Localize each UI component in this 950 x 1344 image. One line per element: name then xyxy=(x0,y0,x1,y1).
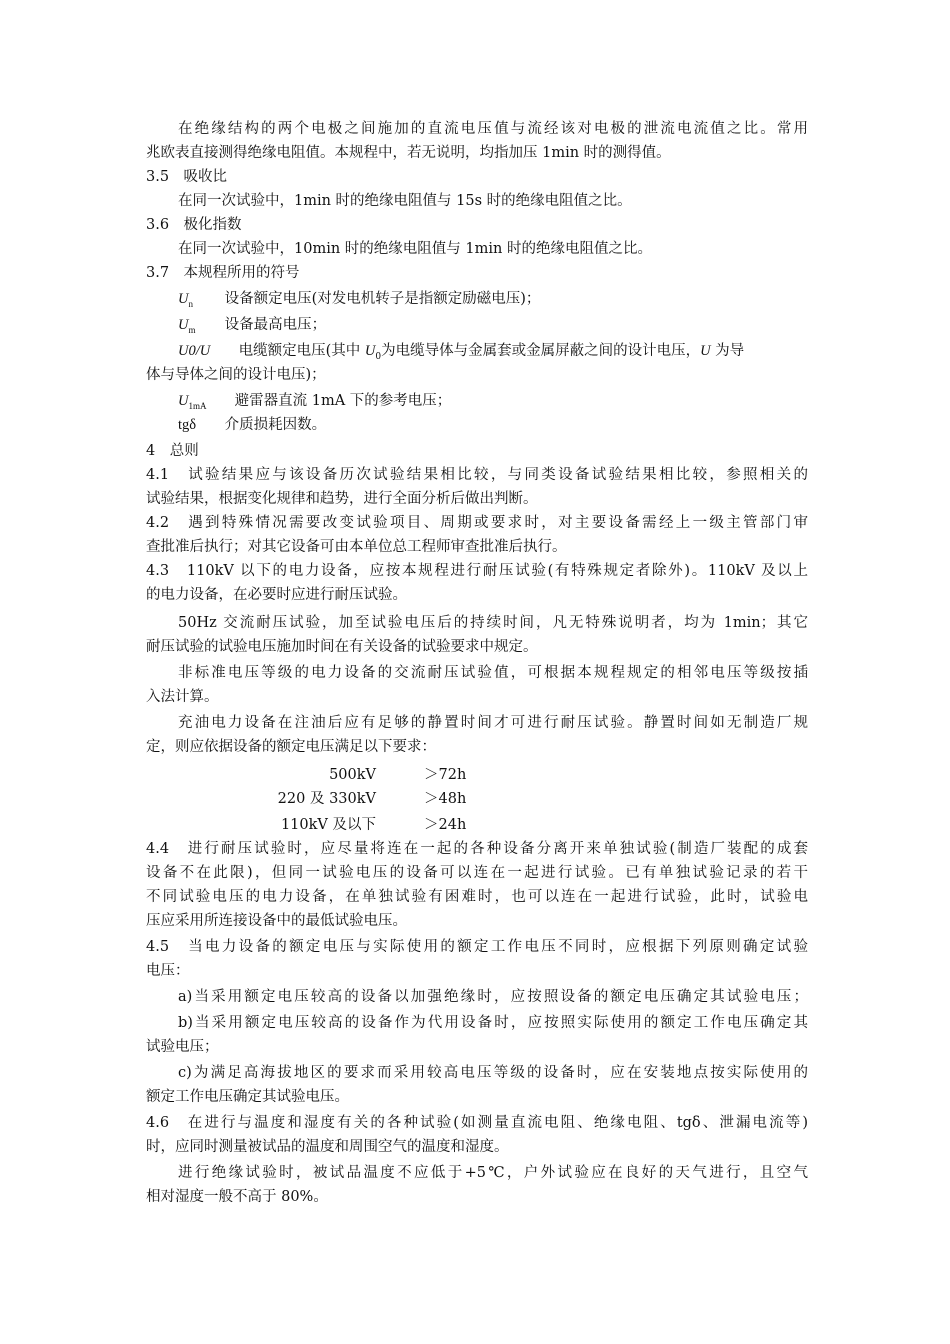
paragraph-line: 试验结果，根据变化规律和趋势，进行全面分析后做出判断。 xyxy=(146,491,538,507)
table-row xyxy=(146,764,808,786)
paragraph-line: 入法计算。 xyxy=(146,689,219,705)
paragraph-line: c)为满足高海拔地区的要求而采用较高电压等级的设备时，应在安装地点按实际使用的 xyxy=(178,1065,808,1081)
paragraph-line: 的电力设备，在必要时应进行耐压试验。 xyxy=(146,587,407,603)
symbol-um-row xyxy=(178,314,808,336)
paragraph-line: 50Hz 交流耐压试验，加至试验电压后的持续时间，凡无特殊说明者，均为 1min；其它 xyxy=(178,615,808,631)
paragraph-line: 查批准后执行；对其它设备可由本单位总工程师审查批准后执行。 xyxy=(146,539,567,555)
paragraph-line: 在同一次试验中，10min 时的绝缘电阻值与 1min 时的绝缘电阻值之比。 xyxy=(178,241,652,257)
paragraph-line: 充油电力设备在注油后应有足够的静置时间才可进行耐压试验。静置时间如无制造厂规 xyxy=(178,715,808,731)
paragraph-line: 4.5 当电力设备的额定电压与实际使用的额定工作电压不同时，应根据下列原则确定试验 xyxy=(146,939,808,955)
symbol-um-desc: 设备最高电压； xyxy=(224,317,327,333)
paragraph-line: 时，应同时测量被试品的温度和周围空气的温度和湿度。 xyxy=(146,1139,509,1155)
table-row xyxy=(146,814,808,836)
paragraph-line: b)当采用额定电压较高的设备作为代用设备时，应按照实际使用的额定工作电压确定其 xyxy=(178,1015,808,1031)
table-row xyxy=(146,788,808,810)
symbol-u0: U0/U xyxy=(178,343,211,359)
paragraph-line: 4.2 遇到特殊情况需要改变试验项目、周期或要求时，对主要设备需经上一级主管部门审 xyxy=(146,515,808,531)
paragraph-line: 4.1 试验结果应与该设备历次试验结果相比较，与同类设备试验结果相比较，参照相关的 xyxy=(146,467,808,483)
symbol-u1ma-desc: 避雷器直流 1mA 下的参考电压； xyxy=(234,393,452,409)
paragraph-line: 4.4 进行耐压试验时，应尽量将连在一起的各种设备分离开来单独试验(制造厂装配的成套 xyxy=(146,841,808,857)
symbol-u0-row: U0/U 电缆额定电压(其中 $U_0$为电缆导体与金属套或金属屏蔽之间的设计电压，U 为导 xyxy=(178,340,808,362)
symbol-u0-desc-cont: 体与导体之间的设计电压)； xyxy=(146,367,326,383)
paragraph-line: a)当采用额定电压较高的设备以加强绝缘时，应按照设备的额定电压确定其试验电压； xyxy=(178,989,808,1005)
table-voltage: 110kV 及以下 xyxy=(280,817,376,833)
paragraph-line: 电压： xyxy=(146,963,190,979)
symbol-un-row xyxy=(178,288,808,310)
paragraph-line: 设备不在此限)，但同一试验电压的设备可以连在一起进行试验。已有单独试验记录的若干 xyxy=(146,865,808,881)
paragraph-line: 非标准电压等级的电力设备的交流耐压试验值，可根据本规程规定的相邻电压等级按插 xyxy=(178,665,808,681)
paragraph-line: 耐压试验的试验电压施加时间在有关设备的试验要求中规定。 xyxy=(146,639,538,655)
table-voltage: 500kV xyxy=(329,767,376,783)
paragraph-line: 兆欧表直接测得绝缘电阻值。本规程中，若无说明，均指加压 1min 时的测得值。 xyxy=(146,145,671,161)
paragraph-line: 4.6 在进行与温度和湿度有关的各种试验(如测量直流电阻、绝缘电阻、tgδ、泄漏电流等) xyxy=(146,1115,808,1131)
paragraph-line: 不同试验电压的电力设备，在单独试验有困难时，也可以连在一起进行试验，此时，试验电 xyxy=(146,889,808,905)
table-time: ＞48h xyxy=(424,791,467,807)
symbol-un-desc: 设备额定电压(对发电机转子是指额定励磁电压)； xyxy=(224,291,541,307)
paragraph-line: 4.3 110kV 以下的电力设备，应按本规程进行耐压试验(有特殊规定者除外)。110kV 及以上 xyxy=(146,563,808,579)
section-heading-3-7: 3.7 本规程所用的符号 xyxy=(146,265,300,281)
paragraph-line: 在同一次试验中，1min 时的绝缘电阻值与 15s 时的绝缘电阻值之比。 xyxy=(178,193,632,209)
symbol-u1ma: $U_{1mA}$ xyxy=(178,393,207,411)
paragraph-line: 进行绝缘试验时，被试品温度不应低于+5℃，户外试验应在良好的天气进行，且空气 xyxy=(178,1165,808,1181)
symbol-um: $U_m$ xyxy=(178,317,196,335)
section-heading-3-6: 3.6 极化指数 xyxy=(146,217,242,233)
symbol-un: $U_n$ xyxy=(178,291,193,309)
paragraph-line: 相对湿度一般不高于 80%。 xyxy=(146,1189,328,1205)
paragraph-line: 压应采用所连接设备中的最低试验电压。 xyxy=(146,913,407,929)
paragraph-line: 试验电压； xyxy=(146,1039,219,1055)
table-time: ＞24h xyxy=(424,817,467,833)
table-voltage: 220 及 330kV xyxy=(277,791,376,807)
section-heading-3-5: 3.5 吸收比 xyxy=(146,169,228,185)
paragraph-line: 额定工作电压确定其试验电压。 xyxy=(146,1089,349,1105)
paragraph-line: 定，则应依据设备的额定电压满足以下要求： xyxy=(146,739,436,755)
table-time: ＞72h xyxy=(424,767,467,783)
symbol-tg-desc: 介质损耗因数。 xyxy=(224,417,327,433)
paragraph-line: 在绝缘结构的两个电极之间施加的直流电压值与流经该对电极的泄流电流值之比。常用 xyxy=(178,121,808,137)
section-heading-4: 4 总则 xyxy=(146,443,199,459)
symbol-tg: tgδ xyxy=(178,417,197,433)
symbol-u1ma-row xyxy=(178,390,808,412)
symbol-tg-row xyxy=(178,414,808,436)
